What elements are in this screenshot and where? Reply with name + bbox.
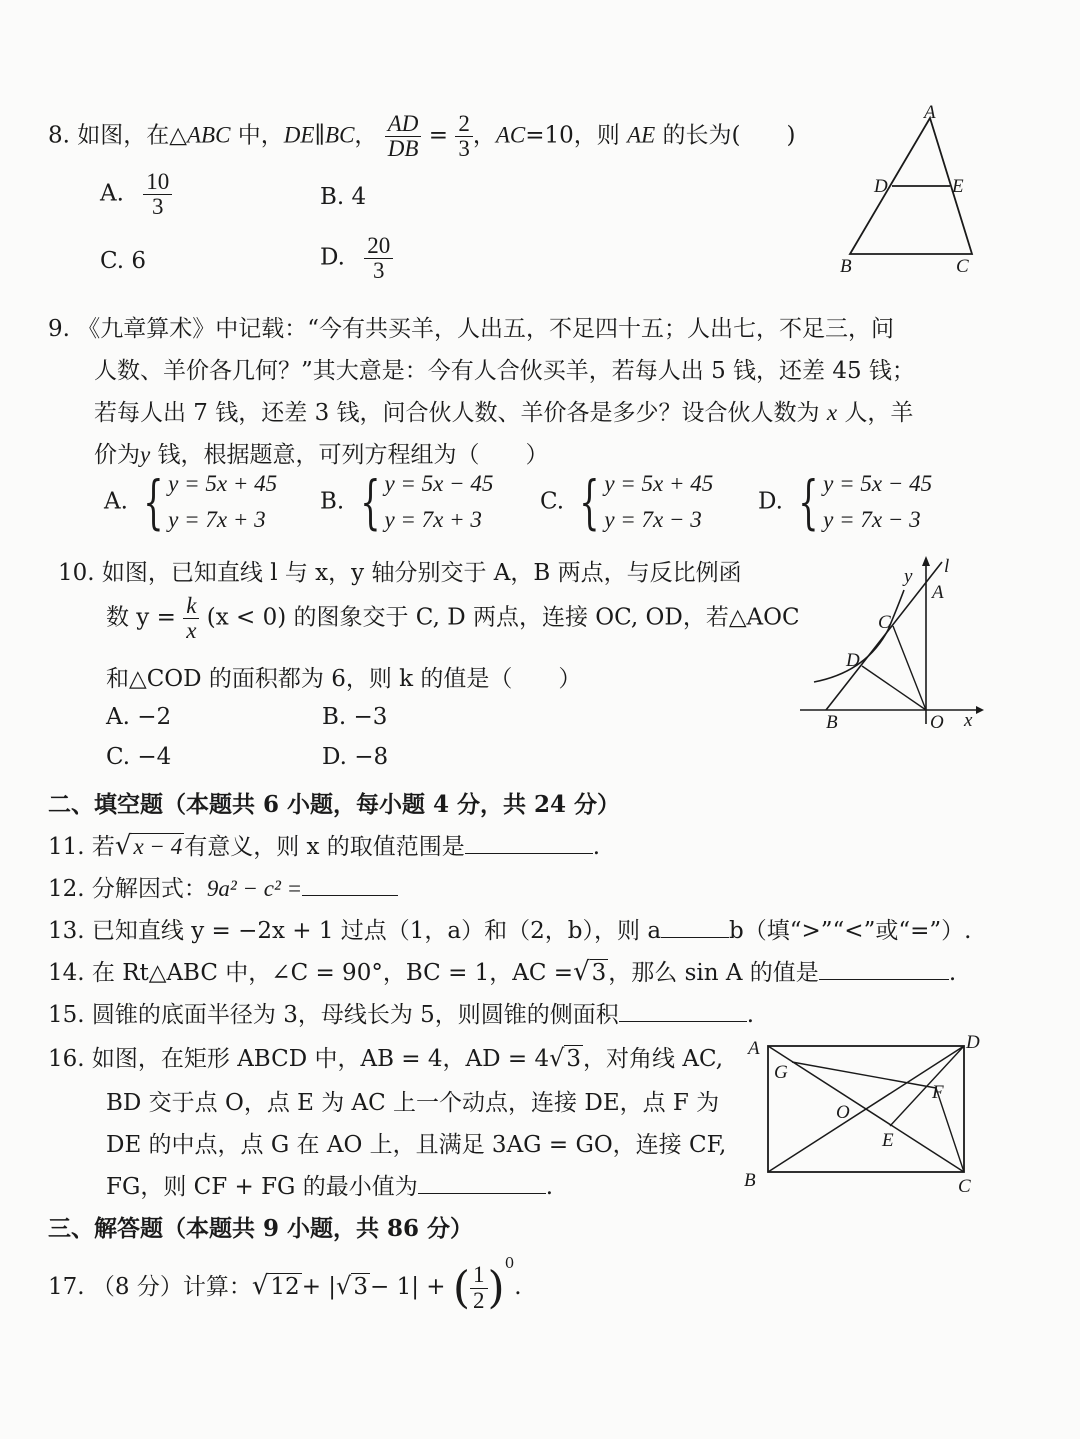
section-3-heading: 三、解答题（本题共 9 小题，共 86 分） (48, 1215, 474, 1242)
question-14: 14. 在 Rt△ABC 中，∠C = 90°，BC = 1，AC =√3，那么 sin A 的值是 . (48, 957, 957, 987)
label-x: x (964, 710, 973, 731)
label-b: B (744, 1170, 756, 1191)
question-10-line-1: 10. 如图，已知直线 l 与 x，y 轴分别交于 A，B 两点，与反比例函 (58, 560, 742, 586)
section-2-heading: 二、填空题（本题共 6 小题，每小题 4 分，共 24 分） (48, 791, 621, 818)
label-a: A (932, 582, 944, 603)
q16-answer-blank[interactable] (418, 1175, 546, 1194)
question-16-line-2: BD 交于点 O，点 E 为 AC 上一个动点，连接 DE，点 F 为 (106, 1090, 720, 1116)
label-c: C (958, 1176, 971, 1196)
question-11: 11. 若√x − 4有意义，则 x 的取值范围是 . (48, 831, 601, 861)
q8-option-a: A. $\frac{10}{3}$ (100, 170, 172, 219)
question-8-stem: 8. 如图，在△ABC 中，DE∥BC， $\frac{AD}{DB}$ = $\frac{2}{3}$ ，AC=10，则 AE 的长为( ) (48, 111, 796, 162)
label-f: F (932, 1082, 944, 1103)
q8-option-d: D. $\frac{20}{3}$ (320, 234, 393, 283)
question-9-line-1: 9. 《九章算术》中记载：“今有共买羊，人出五，不足四十五；人出七，不足三，问 (48, 316, 895, 342)
label-o: O (836, 1102, 850, 1123)
q10-option-d: D. −8 (322, 744, 389, 770)
segment-oc (893, 626, 926, 710)
question-12: 12. 分解因式：9a² − c² = (48, 870, 398, 903)
q10-coordinate-figure (796, 554, 986, 738)
label-d: D (846, 650, 860, 671)
y-axis-arrow (922, 556, 930, 566)
label-c: C (956, 256, 969, 276)
label-b: B (840, 256, 852, 276)
question-9-line-2: 人数、羊价各几何？”其大意是：今有人合伙买羊，若每人出 5 钱，还差 45 钱； (94, 358, 915, 384)
label-a: A (924, 104, 936, 123)
q16-rectangle-figure (740, 1034, 980, 1196)
question-10-line-3: 和△COD 的面积都为 6，则 k 的值是（ ） (106, 666, 582, 692)
question-16-line-4: FG，则 CF + FG 的最小值为 . (106, 1174, 554, 1200)
label-d: D (874, 176, 888, 197)
q9-option-a: A. { y = 5x + 45 y = 7x + 3 (104, 467, 278, 536)
q9-option-b: B. { y = 5x − 45 y = 7x + 3 (320, 467, 494, 536)
label-g: G (774, 1062, 788, 1083)
label-e: E (952, 176, 964, 197)
label-o: O (930, 712, 944, 733)
q10-option-b: B. −3 (322, 704, 388, 730)
q11-answer-blank[interactable] (465, 835, 593, 854)
question-13: 13. 已知直线 y = −2x + 1 过点（1，a）和（2，b），则 a b（填“>”“<”或“=”）. (48, 918, 972, 944)
q8-option-b: B. 4 (320, 184, 367, 210)
question-16-line-3: DE 的中点，点 G 在 AO 上，且满足 3AG = GO，连接 CF, (106, 1132, 727, 1158)
label-b: B (826, 712, 838, 733)
q15-answer-blank[interactable] (619, 1003, 747, 1022)
segment-od (862, 666, 926, 710)
q10-option-c: C. −4 (106, 744, 172, 770)
label-c: C (878, 612, 891, 633)
question-10-line-2: 数 y = $\frac{k}{x}$ (x < 0) 的图象交于 C, D 两点，连接 OC, OD，若△AOC (106, 593, 800, 644)
question-9-line-4: 价为y 钱，根据题意，可列方程组为（ ） (94, 442, 549, 468)
label-y: y (904, 566, 913, 587)
question-16-line-1: 16. 如图，在矩形 ABCD 中，AB = 4，AD = 4√3，对角线 AC, (48, 1044, 724, 1072)
q10-option-a: A. −2 (106, 704, 172, 730)
question-15: 15. 圆锥的底面半径为 3，母线长为 5，则圆锥的侧面积 . (48, 1002, 755, 1028)
q8-option-c: C. 6 (100, 248, 147, 274)
q9-option-c: C. { y = 5x + 45 y = 7x − 3 (540, 467, 714, 536)
label-e: E (882, 1130, 894, 1151)
x-axis-arrow (976, 706, 984, 714)
q13-answer-blank[interactable] (661, 919, 729, 938)
label-a: A (748, 1038, 760, 1059)
label-d: D (966, 1034, 980, 1053)
ratio-value: $\frac{2}{3}$ (455, 112, 473, 161)
q12-answer-blank[interactable] (302, 877, 398, 896)
q14-answer-blank[interactable] (819, 961, 949, 980)
label-l: l (944, 556, 950, 577)
question-9-line-3: 若每人出 7 钱，还差 3 钱，问合伙人数、羊价各是多少？设合伙人数为 x 人，羊 (94, 400, 914, 426)
q9-option-d: D. { y = 5x − 45 y = 7x − 3 (758, 467, 933, 536)
question-17: 17. （8 分）计算：√12+ |√3− 1| + ( $\frac{1}{2}$ )$^0$. (48, 1254, 522, 1314)
q8-triangle-figure (830, 104, 990, 276)
ratio-ad-db: $\frac{AD}{DB}$ (385, 112, 422, 161)
